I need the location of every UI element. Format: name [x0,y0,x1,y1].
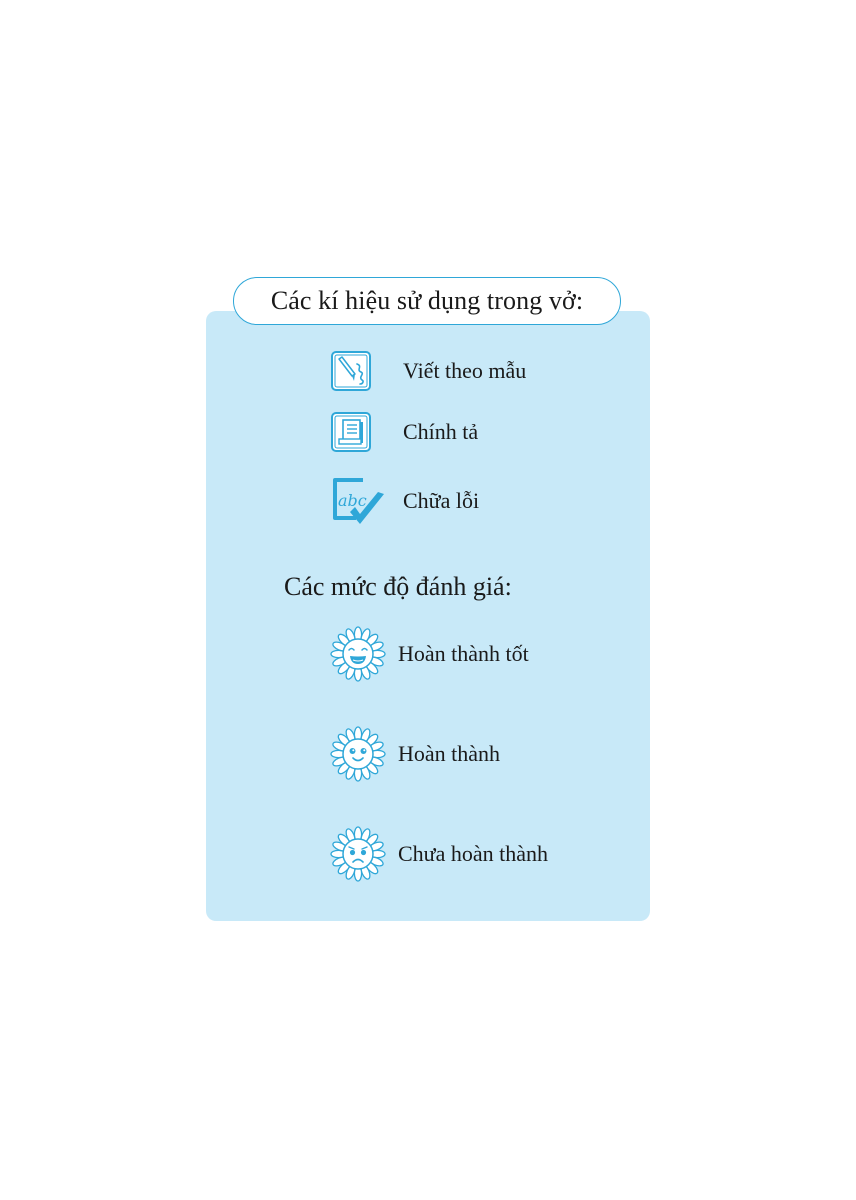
symbol-item-writing [330,350,526,392]
symbol-label: Chữa lỗi [403,488,480,513]
notebook-icon [330,411,372,453]
symbol-label: Viết theo mẫu [403,358,527,383]
level-item-incomplete [330,826,548,882]
level-item-excellent [330,626,529,682]
handwriting-pen-icon [330,350,372,392]
abc-check-icon [330,474,388,532]
symbol-label: Chính tả [403,419,479,444]
sunflower-smiling-icon [330,726,386,782]
sunflower-laughing-icon [330,626,386,682]
svg-text:abc: abc [338,491,367,510]
symbol-item-dictation [330,411,478,453]
level-label: Hoàn thành [398,741,501,766]
level-label: Hoàn thành tốt [398,641,529,666]
levels-title: Các mức độ đánh giá: [284,572,512,601]
legend-title-text: Các kí hiệu sử dụng trong vở: [270,286,584,315]
sunflower-sad-icon [330,826,386,882]
level-item-complete [330,726,500,782]
level-label: Chưa hoàn thành [398,841,549,866]
symbol-item-correction [330,474,479,532]
legend-title [233,277,621,325]
